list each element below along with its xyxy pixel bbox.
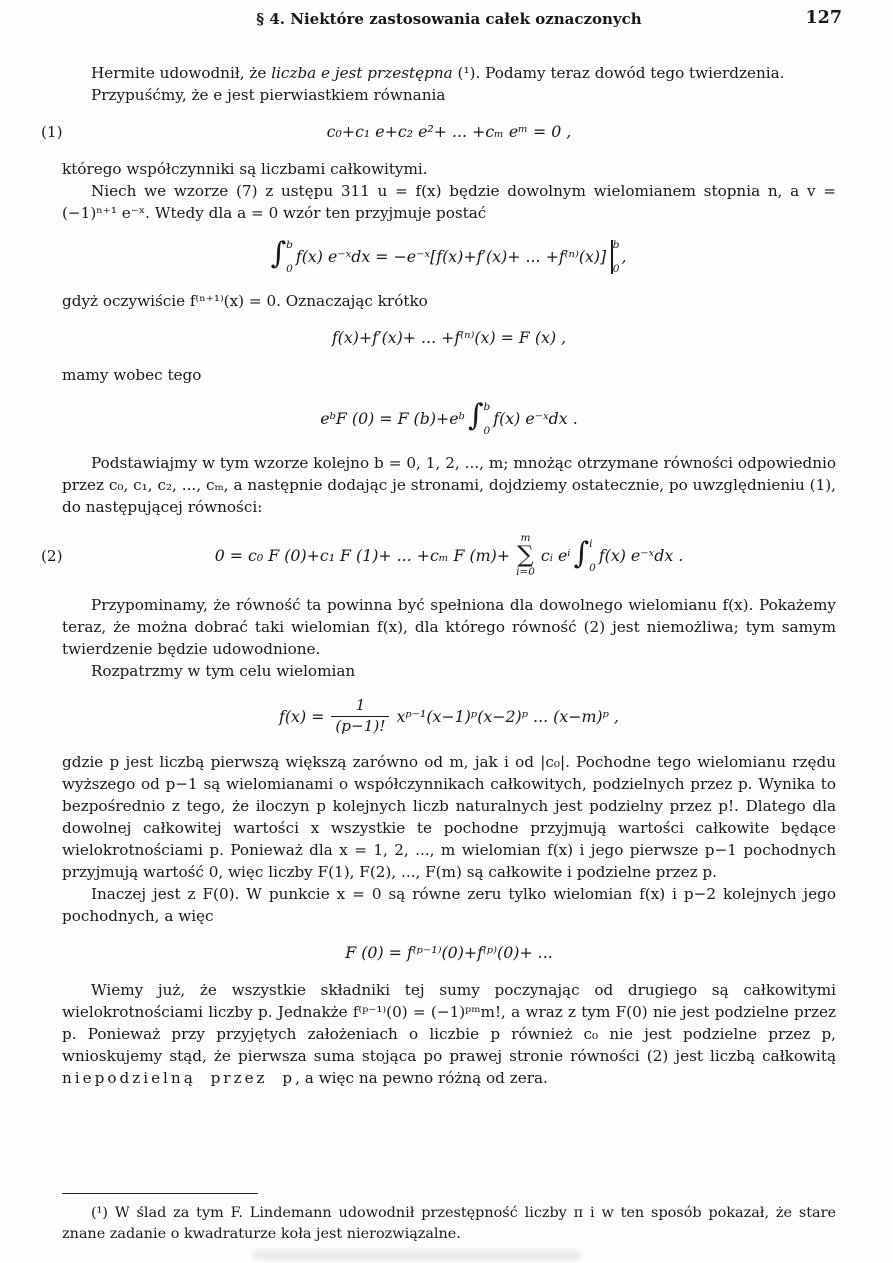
evaluation-upper-limit: b — [612, 238, 620, 251]
paragraph-prime-p: gdzie p jest liczbą pierwszą większą zarówno od m, jak i od |c₀|. Pochodne tego wielomianu rzędu wyższego od p−1 są wielomianami o współczynnikach całkowitych, podzielnych przez p. Wynika to bezpośrednio z tego, że iloczyn p kolejnych liczb naturalnych jest podzielny przez p!. Dlatego dla dowolnej całkowitej wartości x wszystkie te pochodne przyjmują wartości całkowite będące wielokrotnościami p. Ponieważ dla x = 1, 2, ..., m wielomian f(x) i jego pierwsze p−1 pochodnych przyjmują wartość 0, więc liczby F(1), F(2), ..., F(m) są całkowite i podzielne przez p. — [62, 752, 836, 881]
emphasized-spaced-phrase: niepodzielną przez p — [62, 1068, 296, 1087]
equation-number-1: (1) — [41, 122, 63, 141]
paragraph-therefore: mamy wobec tego — [62, 365, 202, 384]
text-run: Wiemy już, że wszystkie składniki tej sumy poczynając od drugiego są całkowitymi wielokrotnościami liczby p. Jednakże f⁽ᵖ⁻¹⁾(0) = (−1)ᵖᵐm!, a wraz z tym F(0) nie jest podzielne przez p. Ponieważ przy przyjętych założeniach o liczbie p również c₀ nie jest podzielne przez p, wnioskujemy stąd, że pierwsza suma stojąca po prawej stronie równości (2) jest liczbą całkowitą — [62, 980, 836, 1065]
page-number: 127 — [805, 8, 842, 28]
paragraph-substitute: Podstawiajmy w tym wzorze kolejno b = 0, 1, 2, ..., m; mnożąc otrzymane równości odpowiednio przez c₀, c₁, c₂, ..., cₘ, a następnie dodając je stronami, dojdziemy ostatecznie, po uwzględnieniu (1), do następującej równości: — [62, 453, 836, 516]
integral-glyph: ∫ — [573, 535, 590, 571]
paragraph-assumption: Przypuśćmy, że e jest pierwiastkiem równania — [91, 85, 446, 104]
integral-lower-limit: 0 — [483, 425, 491, 438]
equation-lhs: 0 = c₀ F (0)+c₁ F (1)+ ... +cₘ F (m)+ — [214, 546, 511, 566]
integral-glyph: ∫ — [467, 398, 484, 434]
equation-body: F (0) = f⁽ᵖ⁻¹⁾(0)+f⁽ᵖ⁾(0)+ ... — [345, 943, 553, 963]
section-title: § 4. Niektóre zastosowania całek oznaczonych — [256, 10, 642, 28]
paragraph-coefficients: którego współczynniki są liczbami całkowitymi. — [62, 159, 428, 178]
evaluation-bar — [611, 239, 619, 275]
integral-lower-limit: 0 — [286, 263, 293, 276]
text-run: , a więc na pewno różną od zera. — [295, 1068, 548, 1087]
text-run: Hermite udowodnił, że — [91, 63, 272, 82]
equation-body: f(x) e⁻ˣdx = −e⁻ˣ[f(x)+f′(x)+ ... +f⁽ⁿ⁾(x)] — [295, 247, 607, 267]
integral-sign — [270, 236, 293, 276]
equation-summand: cᵢ eⁱ — [540, 546, 571, 566]
integral-upper-limit: i — [589, 537, 593, 550]
paragraph-consider: Rozpatrzmy w tym celu wielomian — [91, 662, 356, 680]
display-equation-1 — [41, 119, 836, 145]
equation-lhs: eᵇF (0) = F (b)+eᵇ — [320, 409, 465, 429]
fraction — [331, 696, 389, 737]
display-equation-ebF — [62, 398, 836, 438]
paragraph-formula7: Niech we wzorze (7) z ustępu 311 u = f(x) będzie dowolnym wielomianem stopnia n, a v = (−1)ⁿ⁺¹ e⁻ˣ. Wtedy dla a = 0 wzór ten przyjmuje postać — [62, 181, 836, 222]
fraction-numerator: 1 — [355, 696, 366, 715]
equation-tail: , — [621, 247, 627, 267]
sum-sign — [516, 533, 535, 579]
display-equation-F-definition — [62, 325, 836, 351]
equation-lhs: f(x) = — [279, 706, 325, 726]
paragraph-F0-case: Inaczej jest z F(0). W punkcie x = 0 są równe zeru tylko wielomian f(x) i p−2 kolejnych jego pochodnych, a więc — [62, 884, 836, 925]
equation-body: c₀+c₁ e+c₂ e²+ ... +cₘ eᵐ = 0 , — [326, 122, 572, 142]
paragraph-hermite — [62, 62, 836, 84]
integral-sign — [573, 535, 596, 575]
italic-phrase-transcendence: liczba e jest przestępna — [271, 63, 453, 82]
equation-rhs: f(x) e⁻ˣdx . — [493, 409, 578, 429]
display-equation-polynomial — [62, 696, 836, 737]
sum-glyph: ∑ — [517, 542, 534, 569]
equation-body: f(x)+f′(x)+ ... +f⁽ⁿ⁾(x) = F (x) , — [331, 328, 567, 348]
footnote-divider — [62, 1193, 258, 1194]
integral-limits — [589, 538, 596, 574]
text-run: (¹). Podamy teraz dowód tego twierdzenia. — [452, 63, 785, 82]
evaluation-lower-limit: 0 — [612, 263, 620, 276]
paragraph-conclusion — [62, 979, 836, 1089]
display-equation-F0 — [62, 940, 836, 966]
integral-lower-limit: 0 — [589, 562, 596, 575]
integral-sign — [467, 398, 491, 438]
equation-rhs: f(x) e⁻ˣdx . — [598, 546, 684, 566]
integral-limits — [286, 239, 293, 275]
sum-upper-limit: m — [520, 531, 531, 544]
paragraph-recall: Przypominamy, że równość ta powinna być spełniona dla dowolnego wielomianu f(x). Pokażemy teraz, że można dobrać taki wielomian f(x), dla którego równość (2) jest niemożliwa; tym samym twierdzenie będzie udowodnione. — [62, 595, 836, 658]
evaluation-bar-limits — [613, 239, 620, 275]
integral-upper-limit: b — [483, 400, 491, 413]
integral-glyph: ∫ — [270, 236, 287, 272]
display-equation-integral — [62, 236, 836, 276]
display-equation-2 — [41, 531, 836, 579]
integral-upper-limit: b — [286, 238, 293, 251]
sum-lower-limit: i=0 — [516, 566, 535, 579]
paragraph-since: gdyż oczywiście f⁽ⁿ⁺¹⁾(x) = 0. Oznaczając krótko — [62, 291, 428, 310]
print-bleed-artifact — [252, 1250, 582, 1260]
integral-limits — [484, 401, 491, 437]
equation-rhs: xᵖ⁻¹(x−1)ᵖ(x−2)ᵖ ... (x−m)ᵖ , — [396, 706, 619, 726]
page-header — [62, 8, 842, 30]
footnote-lindemann: (¹) W ślad za tym F. Lindemann udowodnił przestępność liczby π i w ten sposób pokazał, że stare znane zadanie o kwadraturze koła jest nierozwiązalne. — [62, 1205, 836, 1243]
equation-number-2: (2) — [41, 546, 63, 565]
fraction-denominator: (p−1)! — [331, 716, 389, 737]
